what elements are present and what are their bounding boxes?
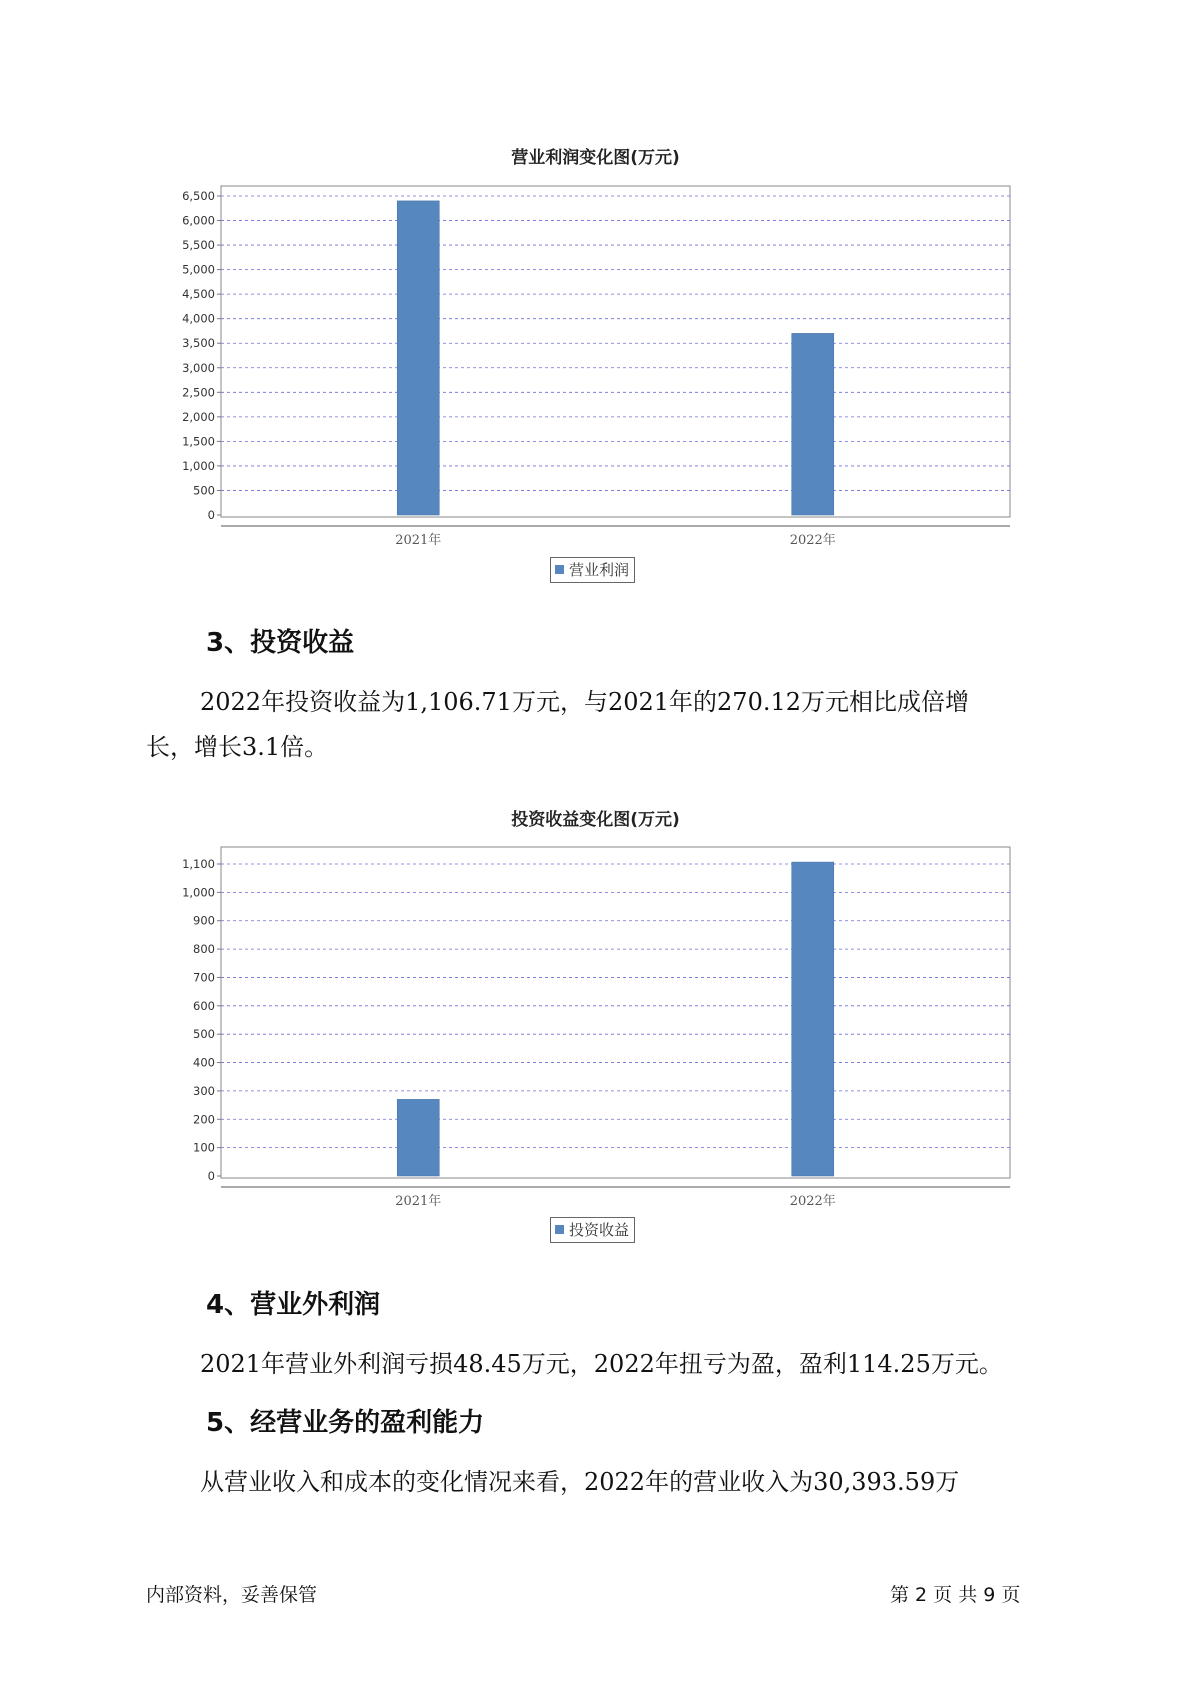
y-tick-label: 1,000 [182, 458, 215, 473]
plot-area [221, 847, 1010, 1178]
x-category-label: 2021年 [395, 533, 442, 548]
x-category-label: 2021年 [395, 1194, 442, 1209]
section3-heading: 3、投资收益 [206, 628, 355, 658]
y-tick-label: 2,500 [182, 385, 215, 400]
y-tick-label: 0 [207, 1169, 215, 1183]
y-tick-label: 0 [207, 508, 215, 522]
y-tick-label: 3,500 [182, 336, 215, 351]
chart1-title: 营业利润变化图(万元) [511, 148, 680, 168]
y-tick-label: 1,500 [182, 434, 215, 449]
section4-heading: 4、营业外利润 [206, 1290, 381, 1320]
y-tick-label: 900 [193, 913, 215, 928]
y-tick-label: 3,000 [182, 360, 215, 375]
footer-page-number: 第 2 页 共 9 页 [890, 1584, 1021, 1606]
y-tick-label: 6,500 [182, 189, 215, 203]
y-tick-label: 2,000 [182, 409, 215, 424]
section4-paragraph-line1: 2021年营业外利润亏损48.45万元，2022年扭亏为盈，盈利114.25万元。 [200, 1350, 1003, 1378]
y-tick-label: 4,500 [182, 287, 215, 302]
section5-heading: 5、经营业务的盈利能力 [206, 1408, 485, 1438]
y-tick-label: 500 [193, 483, 215, 498]
section5-paragraph-line1: 从营业收入和成本的变化情况来看，2022年的营业收入为30,393.59万 [200, 1468, 960, 1496]
section3-paragraph-line2: 长，增长3.1倍。 [146, 733, 329, 761]
y-tick-label: 5,500 [182, 238, 215, 253]
y-tick-label: 6,000 [182, 213, 215, 228]
chart2-legend-label: 投资收益 [569, 1221, 630, 1239]
y-tick-label: 4,000 [182, 311, 215, 326]
y-tick-label: 1,000 [182, 885, 215, 900]
y-tick-label: 100 [193, 1140, 215, 1155]
x-category-label: 2022年 [789, 1194, 836, 1209]
chart2-title: 投资收益变化图(万元) [511, 810, 680, 830]
bar-2021年 [397, 1099, 439, 1176]
y-tick-label: 1,100 [182, 857, 215, 871]
chart1-legend-label: 营业利润 [569, 561, 630, 579]
y-tick-label: 5,000 [182, 262, 215, 277]
section3-paragraph-line1: 2022年投资收益为1,106.71万元，与2021年的270.12万元相比成倍增 [200, 688, 970, 716]
x-category-label: 2022年 [789, 533, 836, 548]
chart2-legend [550, 1217, 635, 1243]
y-tick-label: 400 [193, 1055, 215, 1070]
y-tick-label: 500 [193, 1027, 215, 1042]
y-tick-label: 600 [193, 998, 215, 1013]
footer-confidential-note: 内部资料，妥善保管 [146, 1584, 318, 1606]
y-tick-label: 800 [193, 942, 215, 957]
y-tick-label: 200 [193, 1112, 215, 1127]
y-tick-label: 700 [193, 970, 215, 985]
bar-2022年 [792, 862, 834, 1176]
legend-swatch [555, 1225, 564, 1234]
y-tick-label: 300 [193, 1083, 215, 1098]
